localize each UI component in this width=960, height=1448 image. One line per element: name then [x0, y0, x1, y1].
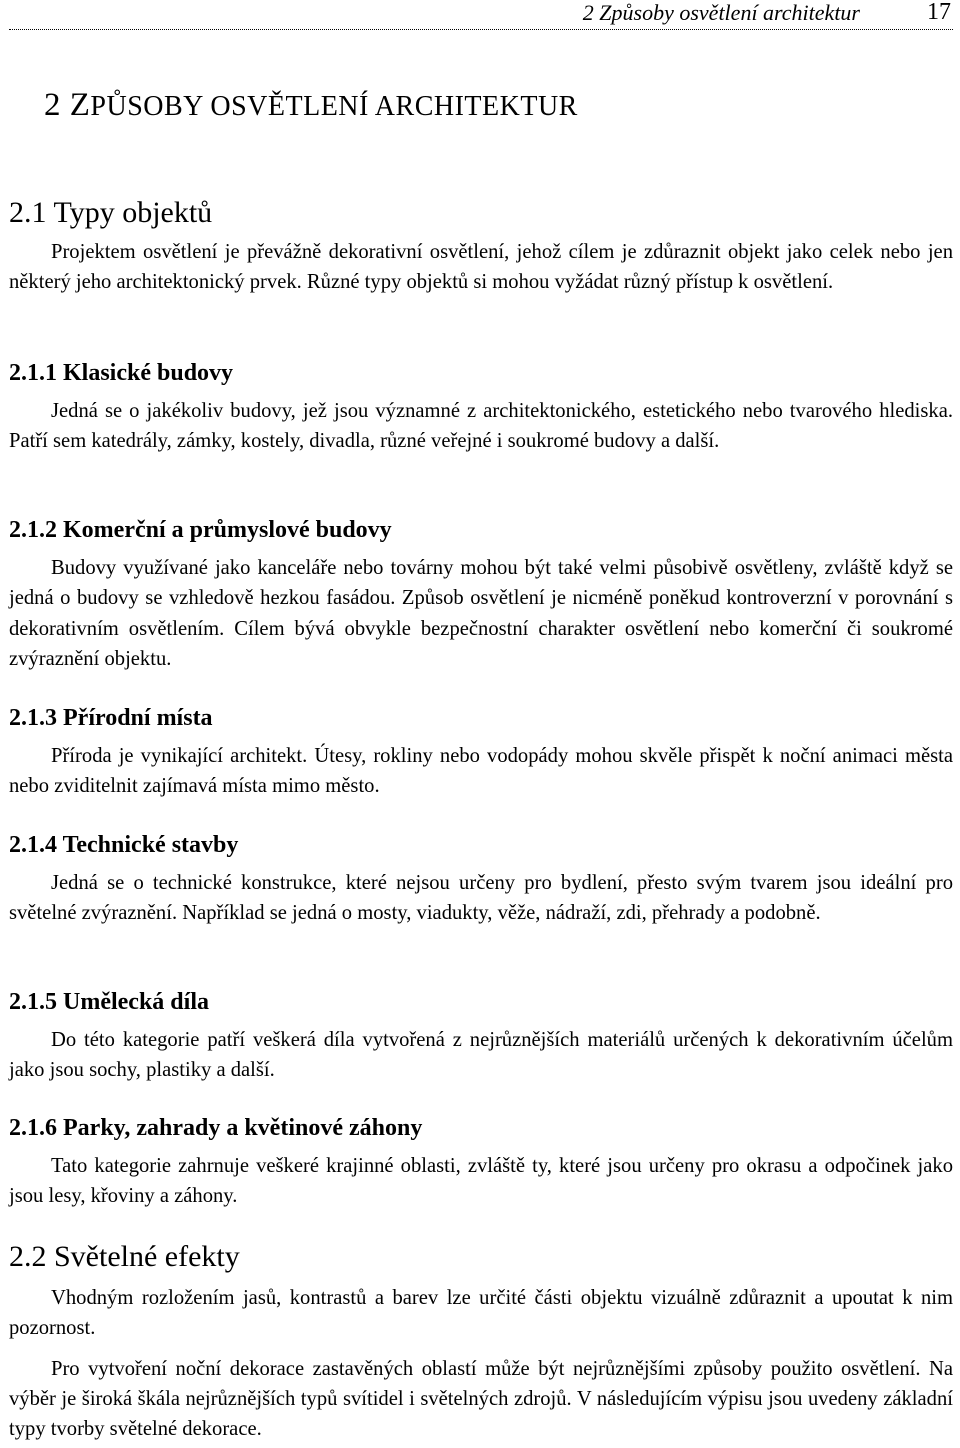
chapter-number: 2 — [44, 87, 61, 123]
subsection-paragraph: Příroda je vynikající architekt. Útesy, rokliny nebo vodopády mohou skvěle přispět k noční animaci města nebo zviditelnit zajímavá místa mimo město. — [9, 745, 953, 798]
subsection-2-1-5 — [9, 987, 953, 1086]
section-2-1 — [9, 193, 953, 298]
running-header — [9, 0, 953, 30]
subsection-2-1-3 — [9, 703, 953, 802]
chapter-title-rest: PŮSOBY OSVĚTLENÍ ARCHITEKTUR — [90, 91, 578, 122]
page-number: 17 — [927, 0, 951, 25]
subsection-heading: 2.1.2 Komerční a průmyslové budovy — [9, 517, 392, 543]
section-heading: 2.1 Typy objektů — [9, 196, 213, 229]
chapter-title — [44, 80, 578, 132]
subsection-2-1-6 — [9, 1113, 953, 1212]
subsection-2-1-2 — [9, 515, 953, 674]
header-divider — [9, 29, 953, 30]
subsection-heading: 2.1.1 Klasické budovy — [9, 360, 234, 386]
subsection-heading: 2.1.5 Umělecká díla — [9, 989, 209, 1015]
subsection-paragraph: Jedná se o technické konstrukce, které nejsou určeny pro bydlení, přesto svým tvarem jsou ideální pro světelné zvýraznění. Například se jedná o mosty, viadukty, věže, nádraží, zdi, přehrady a podobně. — [9, 872, 953, 925]
section-2-2 — [9, 1237, 953, 1444]
subsection-heading: 2.1.6 Parky, zahrady a květinové záhony — [9, 1115, 423, 1141]
running-header-title: 2 Způsoby osvětlení architektur — [582, 0, 860, 25]
subsection-heading: 2.1.3 Přírodní místa — [9, 705, 213, 731]
section-paragraph: Vhodným rozložením jasů, kontrastů a barev lze určité části objektu vizuálně zdůraznit a upoutat k nim pozornost. — [9, 1287, 953, 1340]
chapter-title-first-letter: Z — [69, 87, 91, 123]
document-page — [9, 0, 953, 1441]
subsection-paragraph: Tato kategorie zahrnuje veškeré krajinné oblasti, zvláště ty, které jsou určeny pro okrasu a odpočinek jako jsou lesy, křoviny a záhony. — [9, 1155, 953, 1208]
subsection-paragraph: Jedná se o jakékoliv budovy, jež jsou významné z architektonického, estetického nebo tvarového hlediska. Patří sem katedrály, zámky, kostely, divadla, různé veřejné i soukromé budovy a další. — [9, 400, 953, 453]
section-paragraph: Pro vytvoření noční dekorace zastavěných oblastí může být nejrůznějšími způsoby použito osvětlení. Na výběr je široká škála nejrůznějších typů svítidel i světelných zdrojů. V následujícím výpisu jsou uvedeny základní typy tvorby světelné dekorace. — [9, 1357, 953, 1441]
subsection-2-1-4 — [9, 830, 953, 929]
section-heading: 2.2 Světelné efekty — [9, 1240, 240, 1273]
subsection-2-1-1 — [9, 358, 953, 457]
subsection-heading: 2.1.4 Technické stavby — [9, 832, 239, 858]
section-paragraph: Projektem osvětlení je převážně dekorativní osvětlení, jehož cílem je zdůraznit objekt jako celek nebo jen některý jeho architektonický prvek. Různé typy objektů si mohou vyžádat různý přístup k osvětlení. — [9, 241, 953, 294]
subsection-paragraph: Budovy využívané jako kanceláře nebo továrny mohou být také velmi působivě osvětleny, zvláště když se jedná o budovy se vzhledově hezkou fasádou. Způsob osvětlení je nicméně poněkud kontroverzní v porovnání s dekorativním osvětlením. Cílem bývá obvykle bezpečnostní charakter osvětlení nebo komerční či soukromé zvýraznění objektu. — [9, 557, 953, 670]
subsection-paragraph: Do této kategorie patří veškerá díla vytvořená z nejrůznějších materiálů určených k dekorativním účelům jako jsou sochy, plastiky a další. — [9, 1029, 953, 1082]
